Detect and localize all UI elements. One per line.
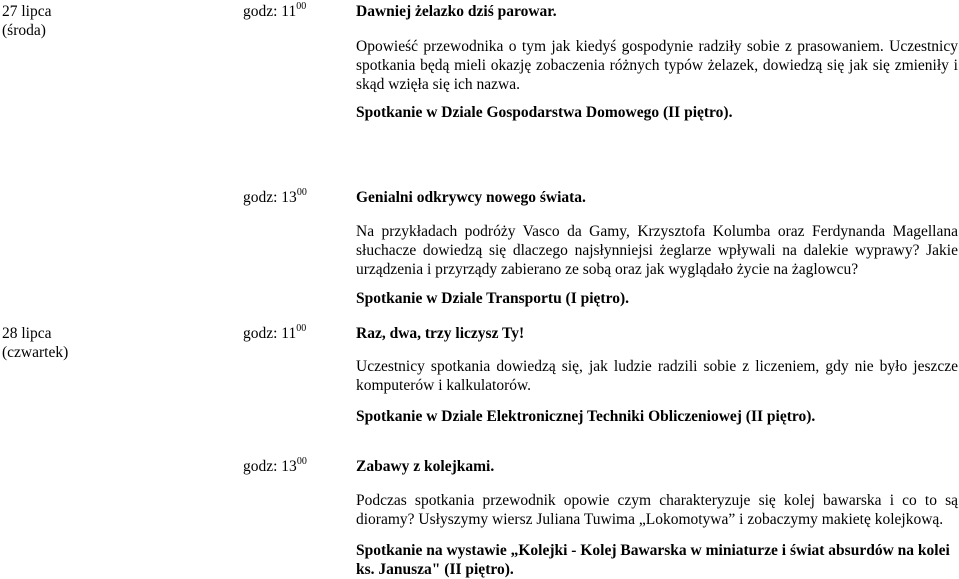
event-location: Spotkanie w Dziale Elektronicznej Techniki Obliczeniowej (II piętro). — [356, 408, 816, 425]
event-location: Spotkanie w Dziale Gospodarstwa Domowego (II piętro). — [356, 104, 733, 121]
event-title: Dawniej żelazko dziś parowar. — [356, 3, 557, 20]
time-hour: godz: 11 — [243, 325, 297, 342]
weekday-label: (czwartek) — [2, 344, 69, 361]
event-time — [243, 2, 306, 21]
event-description: Opowieść przewodnika o tym jak kiedyś gospodynie radziły sobie z prasowaniem. Uczestnicy spotkania będą mieli okazję zobaczenia różnych typów żelazek, dowiedzą się jak się zmieniły i skąd wzięła się ich nazwa. — [356, 38, 958, 93]
event-entry — [356, 2, 958, 21]
event-time — [243, 188, 307, 207]
event-description: Na przykładach podróży Vasco da Gamy, Krzysztofa Kolumba oraz Ferdynanda Magellana słuchacze dowiedzą się dlaczego najsłynniejsi żeglarze wpływali na dalekie wyprawy? Jakie urządzenia i przyrządy zabierano ze sobą oraz jak wyglądało życie na żaglowcu? — [356, 223, 958, 278]
event-location: Spotkanie na wystawie „Kolejki - Kolej Bawarska w miniaturze i świat absurdów na kolei ks. Janusza" (II piętro). — [356, 542, 950, 578]
event-entry — [356, 188, 958, 207]
event-entry — [356, 324, 958, 343]
date-label: 27 lipca — [2, 3, 52, 20]
day-date — [2, 2, 122, 40]
time-hour: godz: 11 — [243, 3, 297, 20]
event-description: Uczestnicy spotkania dowiedzą się, jak ludzie radzili sobie z liczeniem, gdy nie było jeszcze komputerów i kalkulatorów. — [356, 358, 958, 394]
time-hour: godz: 13 — [243, 189, 297, 206]
event-title: Raz, dwa, trzy liczysz Ty! — [356, 325, 525, 342]
time-hour: godz: 13 — [243, 458, 297, 475]
time-minutes: 00 — [296, 455, 307, 467]
date-label: 28 lipca — [2, 325, 52, 342]
time-minutes: 00 — [296, 0, 307, 12]
event-title: Zabawy z kolejkami. — [356, 458, 495, 475]
event-location: Spotkanie w Dziale Transportu (I piętro). — [356, 290, 629, 307]
event-time — [243, 324, 306, 343]
event-title: Genialni odkrywcy nowego świata. — [356, 189, 586, 206]
day-date — [2, 324, 122, 362]
time-minutes: 00 — [296, 186, 307, 198]
time-minutes: 00 — [296, 322, 307, 334]
weekday-label: (środa) — [2, 22, 46, 39]
event-entry — [356, 457, 958, 476]
event-description: Podczas spotkania przewodnik opowie czym charakteryzuje się kolej bawarska i co to są dioramy? Usłyszymy wiersz Juliana Tuwima „Lokomotywa” i zobaczymy makietę kolejkową. — [356, 492, 958, 528]
event-time — [243, 457, 307, 476]
